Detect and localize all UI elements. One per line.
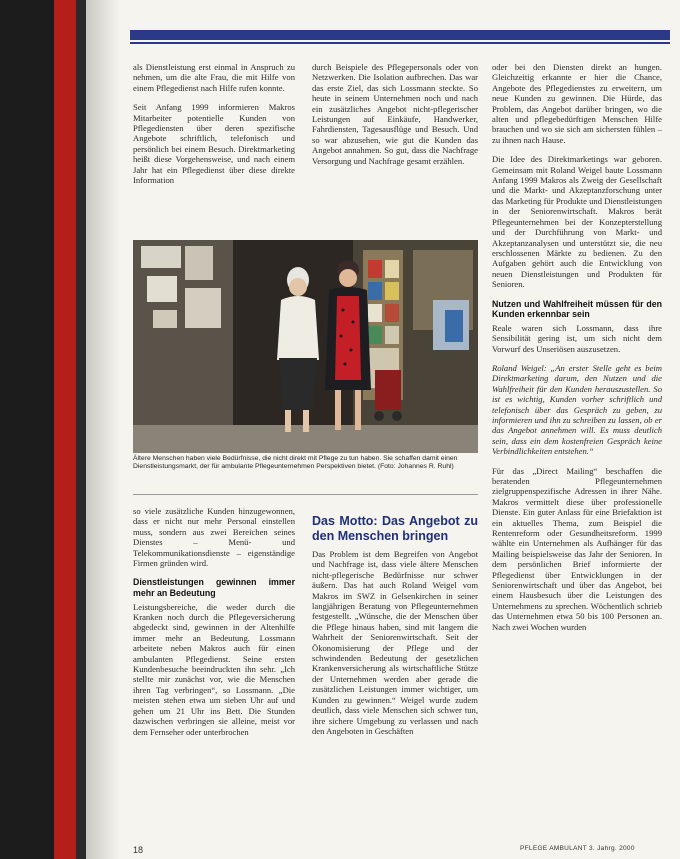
magazine-footer: PFLEGE AMBULANT 3. Jahrg. 2000 (520, 845, 635, 852)
paragraph: Für das „Direct Mailing“ beschaffen die beratenden Pflegeunternehmen zielgruppenspezifische Adressen in ihrer Nähe. Makros vermittelt diese über professionelle Dienste. Ein guter Anlass für eine Briefaktion ist ein aktuelles Thema, zum Beispiel die Rentenreform oder Gesundheitsreform. 1999 wählte ein Unternehmen als Aufhänger für das Mailing beispielsweise das Jahr der Senioren. In dem persönlichen Brief informierte der Pflegedienst über Entwicklungen in der Seniorenwirtschaft und über das Angebot, bei einem Hausbesuch über die Leistungen des Unternehmens zu sprechen. Wöchentlich schrieb das Unternehmen etwa 50 bis 100 Personen an. Nach zwei Wochen wurden (492, 465, 662, 632)
paragraph: Seit Anfang 1999 informieren Makros Mitarbeiter potentielle Kunden von Pflegediensten über deren spezifische Angebote schriftlich, telefonisch und persönlich bei einem Besuch. Direktmarketing heißt diese Vorgehensweise, und nach einem Jahr hat ein Pflegedienst über diese direkte Information (133, 102, 295, 186)
quote-paragraph: Roland Weigel: „An erster Stelle geht es beim Direktmarketing darum, den Nutzen und die Wahlfreiheit für den Kunden herauszustellen. So ist es wichtig, Kunden vorher schriftlich und telefonisch über das Gespräch zu geben, zu informieren und ihn zu schreiben zu lassen, ob er das Angebot annehmen will. Es muss deutlich sein, dass ein dem kostenfreien Gespräch keine Verbindlichkeiten entstehen.“ (492, 362, 662, 457)
photo-illustration (133, 240, 478, 453)
street-photo (133, 240, 478, 453)
section-headline: Das Motto: Das Angebot zu den Menschen bringen (312, 514, 478, 543)
binder-shadow (76, 0, 86, 859)
section-subheading: Dienstleistungen gewinnen immer mehr an Bedeutung (133, 577, 295, 599)
column-2-top (312, 62, 478, 175)
column-1-top (133, 62, 295, 194)
paragraph: als Dienstleistung erst einmal in Anspruch zu nehmen, um die alte Frau, die mit Hilfe von einem Pflegedienst nach Hilfe rufen konnte. (133, 62, 295, 93)
paragraph: so viele zusätzliche Kunden hinzugewonnen, dass er nicht nur mehr Personal einstellen muss, sondern aus zwei Bereichen seines Dienstes – Menü- und Telekommunikationsdienste – eigenständige Firmen gründen wird. (133, 506, 295, 569)
section-subheading: Nutzen und Wahlfreiheit müssen für den Kunden erkennbar sein (492, 298, 662, 320)
paragraph: oder bei den Diensten direkt an hungen. Gleichzeitig erkannte er hier die Chance, Angebote des Pflegedienstes zu erweitern, um neue Kunden zu gewinnen. Die Hürde, das Problem, das Angebot darüber bringen, wo die alten und pflegebedürftigen Menschen Hilfe brauchen und wo sie sich am sichersten fühlen – zu ihnen nach Hause. (492, 62, 662, 145)
paragraph: Leistungsbereiche, die weder durch die Kranken noch durch die Pflegeversicherung abgedeckt sind, gewinnen in der Altenhilfe immer mehr an Bedeutung. Lossmann arbeitete neben Makros auch für einen ambulanten Pflegedienst. Seine ersten Kundenbesuche beeindruckten ihn sehr. „Ich stellte mir zunächst vor, wie die Menschen ihren Tag verbringen“, so Lossmann. „Die meisten stehen etwa um sieben Uhr auf und gehen um 21 Uhr ins Bett. Die Stunden dazwischen verbringen sie alleine, meist vor dem Fernseher oder unterbrochen (133, 601, 295, 737)
header-thin-rule (130, 42, 670, 44)
photo-caption: Ältere Menschen haben viele Bedürfnisse, die nicht direkt mit Pflege zu tun haben. Sie schaffen damit einen Dienstleistungsmarkt, der für ambulante Pflegeunternehmen Perspektiven bietet. (Foto: Johannes R. Ruhl) (133, 455, 458, 471)
paragraph: Das Problem ist dem Begreifen von Angebot und Nachfrage ist, dass viele ältere Menschen nicht-pflegerische Bedürfnisse nur schwer äußern. Das hat auch Roland Weigel vom Makros im SWZ in Gelsenkirchen in seiner langjährigen Beratung von Pflegeunternehmen festgestellt. „Wünsche, die der Menschen über die Pflege hinaus haben, sind mit langem die Wahrheit der Seniorenwirtschaft. Seit der Ökonomisierung der Pflege und der schwindenden Bedeutung der gesetzlichen Krankenversicherung als wirtschaftliche Stütze der Unternehmen werden aber gerade die zusätzlichen Leistungen immer wichtiger, um Kunden zu gewinnen.“ Weigel wurde zudem deutlich, dass viele Menschen sich schwer tun, ihre sichere Umgebung zu verlassen und nach den Angeboten in Geschäften (312, 549, 478, 736)
column-2-bottom (312, 514, 478, 745)
column-1-bottom (133, 506, 295, 746)
column-3 (492, 62, 662, 641)
binder-edge-dark (0, 0, 54, 859)
paragraph: Reale waren sich Lossmann, dass ihre Sensibilität gering ist, um sich nicht dem Vorwurf des Unseriösen auszusetzen. (492, 322, 662, 354)
paragraph: Die Idee des Direktmarketings war geboren. Gemeinsam mit Roland Weigel baute Lossmann Anfang 1999 Makros als Zweig der Gesellschaft und die Markt- und Akzeptanzforschung unter das Marketing für Produkte und Dienstleistungen in der Seniorenwirtschaft. Makros berät Pflegeunternehmen bei der Konzepterstellung und der Durchführung von Markt- und Akzeptanzanalysen und unterstützt sie, die neu erschlossenen Märkte zu bedienen. Zu den Aufgaben gehört auch die Entwicklung von neuen Dienstleistungen und Produkten für Senioren. (492, 154, 662, 290)
paragraph: durch Beispiele des Pflegepersonals oder von Netzwerken. Die Isolation aufbrechen. Das war das erste Ziel, das sich Lossmann steckte. So heute in seinem Unternehmen noch und nach ein zusätzliches Angebot nicht-pflegerischer Leistungen auf Einkäufe, Handwerker, Fahrdiensten, Tagesausflüge und Besuch. Und so war abzusehen, wie gut die Kunden das Angebot annahmen. So gut, dass die Nachfrage Versorgung und Nachfrage gesamt erzählen. (312, 62, 478, 166)
page-number: 18 (133, 845, 144, 855)
page-gutter-shade (86, 0, 120, 859)
header-color-band (130, 30, 670, 40)
caption-rule (133, 494, 478, 495)
binder-edge-red (54, 0, 76, 859)
